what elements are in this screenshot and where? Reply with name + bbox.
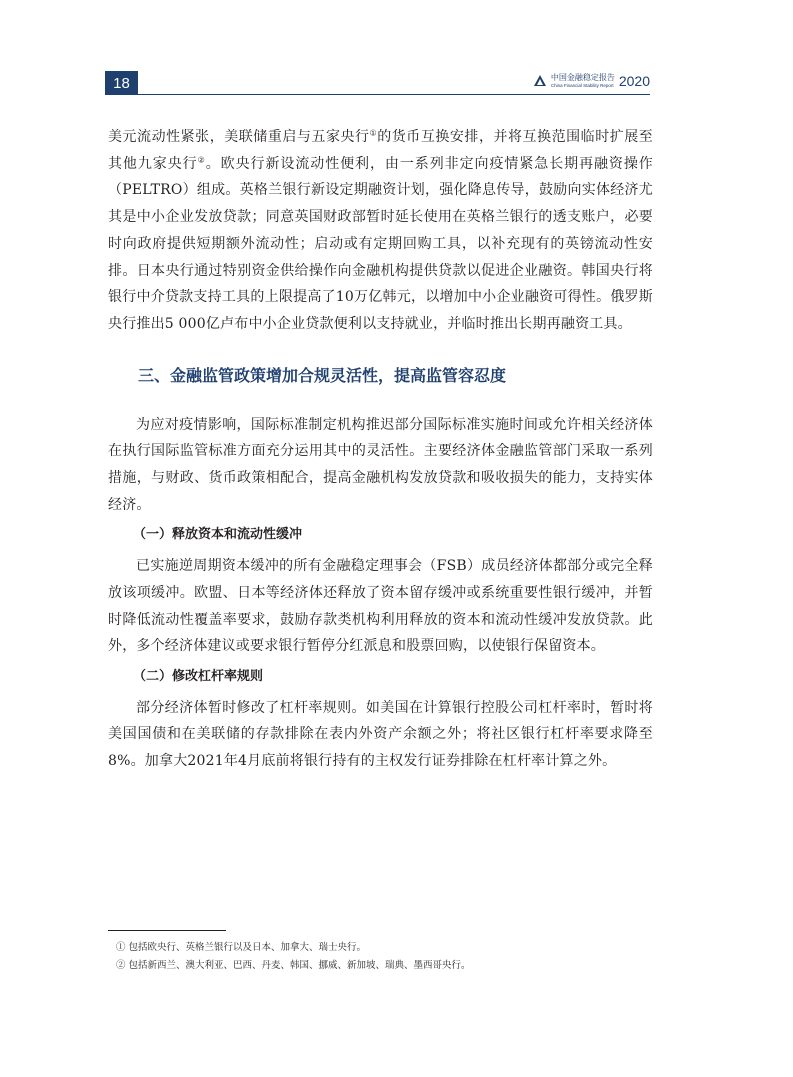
paragraph-capital-buffers: 已实施逆周期资本缓冲的所有金融稳定理事会（FSB）成员经济体都部分或完全释放该项缓冲。欧盟、日本等经济体还释放了资本留存缓冲或系统重要性银行缓冲，并暂时降低流动性覆盖率要求，鼓励存款类机构利用释放的资本和流动性缓冲发放贷款。此外，多个经济体建议或要求银行暂停分红派息和股票回购，以使银行保留资本。	[108, 558, 653, 655]
brand-name-en: China Financial Stability Report	[550, 82, 614, 88]
report-brand	[533, 70, 650, 92]
paragraph-central-bank-liquidity: 美元流动性紧张，美联储重启与五家央行①的货币互换安排，并将互换范围临时扩展至其他九家央行②。欧央行新设流动性便利，由一系列非定向疫情紧急长期再融资操作（PELTRO）组成。英格兰银行新设定期融资计划，强化降息传导，鼓励向实体经济尤其是中小企业发放贷款；同意英国财政部暂时延长使用在英格兰银行的透支账户，必要时向政府提供短期额外流动性；启动或有定期回购工具，以补充现有的英镑流动性安排。日本央行通过特别资金供给操作向金融机构提供贷款以促进企业融资。韩国央行将银行中介贷款支持工具的上限提高了10万亿韩元，以增加中小企业融资可得性。俄罗斯央行推出5 000亿卢布中小企业贷款便利以支持就业，并临时推出长期再融资工具。	[108, 128, 654, 332]
report-logo-icon	[533, 74, 547, 88]
footnote-2: ② 包括新西兰、澳大利亚、巴西、丹麦、韩国、挪威、新加坡、瑞典、墨西哥央行。	[116, 960, 471, 971]
section-heading: 三、金融监管政策增加合规灵活性，提高监管容忍度	[138, 365, 507, 385]
paragraph-leverage-ratio: 部分经济体暂时修改了杠杆率规则。如美国在计算银行控股公司杠杆率时，暂时将美国国债和在美联储的存款排除在表内外资产余额之外；将社区银行杠杆率要求降至8%。加拿大2021年4月底前将银行持有的主权发行证券排除在杠杆率计算之外。	[108, 699, 653, 770]
brand-year: 2020	[618, 73, 650, 89]
footnote-ref-2[interactable]: ②	[197, 155, 206, 165]
footnotes	[116, 939, 656, 975]
paragraph-regulatory-flexibility: 为应对疫情影响，国际标准制定机构推迟部分国际标准实施时间或允许相关经济体在执行国际监管标准方面充分运用其中的灵活性。主要经济体金融监管部门采取一系列措施，与财政、货币政策相配合，提高金融机构发放贷款和吸收损失的能力，支持实体经济。	[108, 416, 653, 513]
brand-name-cn: 中国金融稳定报告	[550, 72, 615, 82]
subheading-capital-buffers: （一）释放资本和流动性缓冲	[133, 527, 303, 543]
page-content	[108, 124, 653, 775]
header-rule	[105, 94, 650, 95]
footnote-rule	[108, 930, 226, 931]
footnote-ref-1[interactable]: ①	[369, 128, 378, 138]
page-number: 18	[105, 71, 138, 95]
footnote-1: ① 包括欧央行、英格兰银行以及日本、加拿大、瑞士央行。	[116, 942, 367, 953]
subheading-leverage-ratio: （二）修改杠杆率规则	[133, 668, 264, 684]
